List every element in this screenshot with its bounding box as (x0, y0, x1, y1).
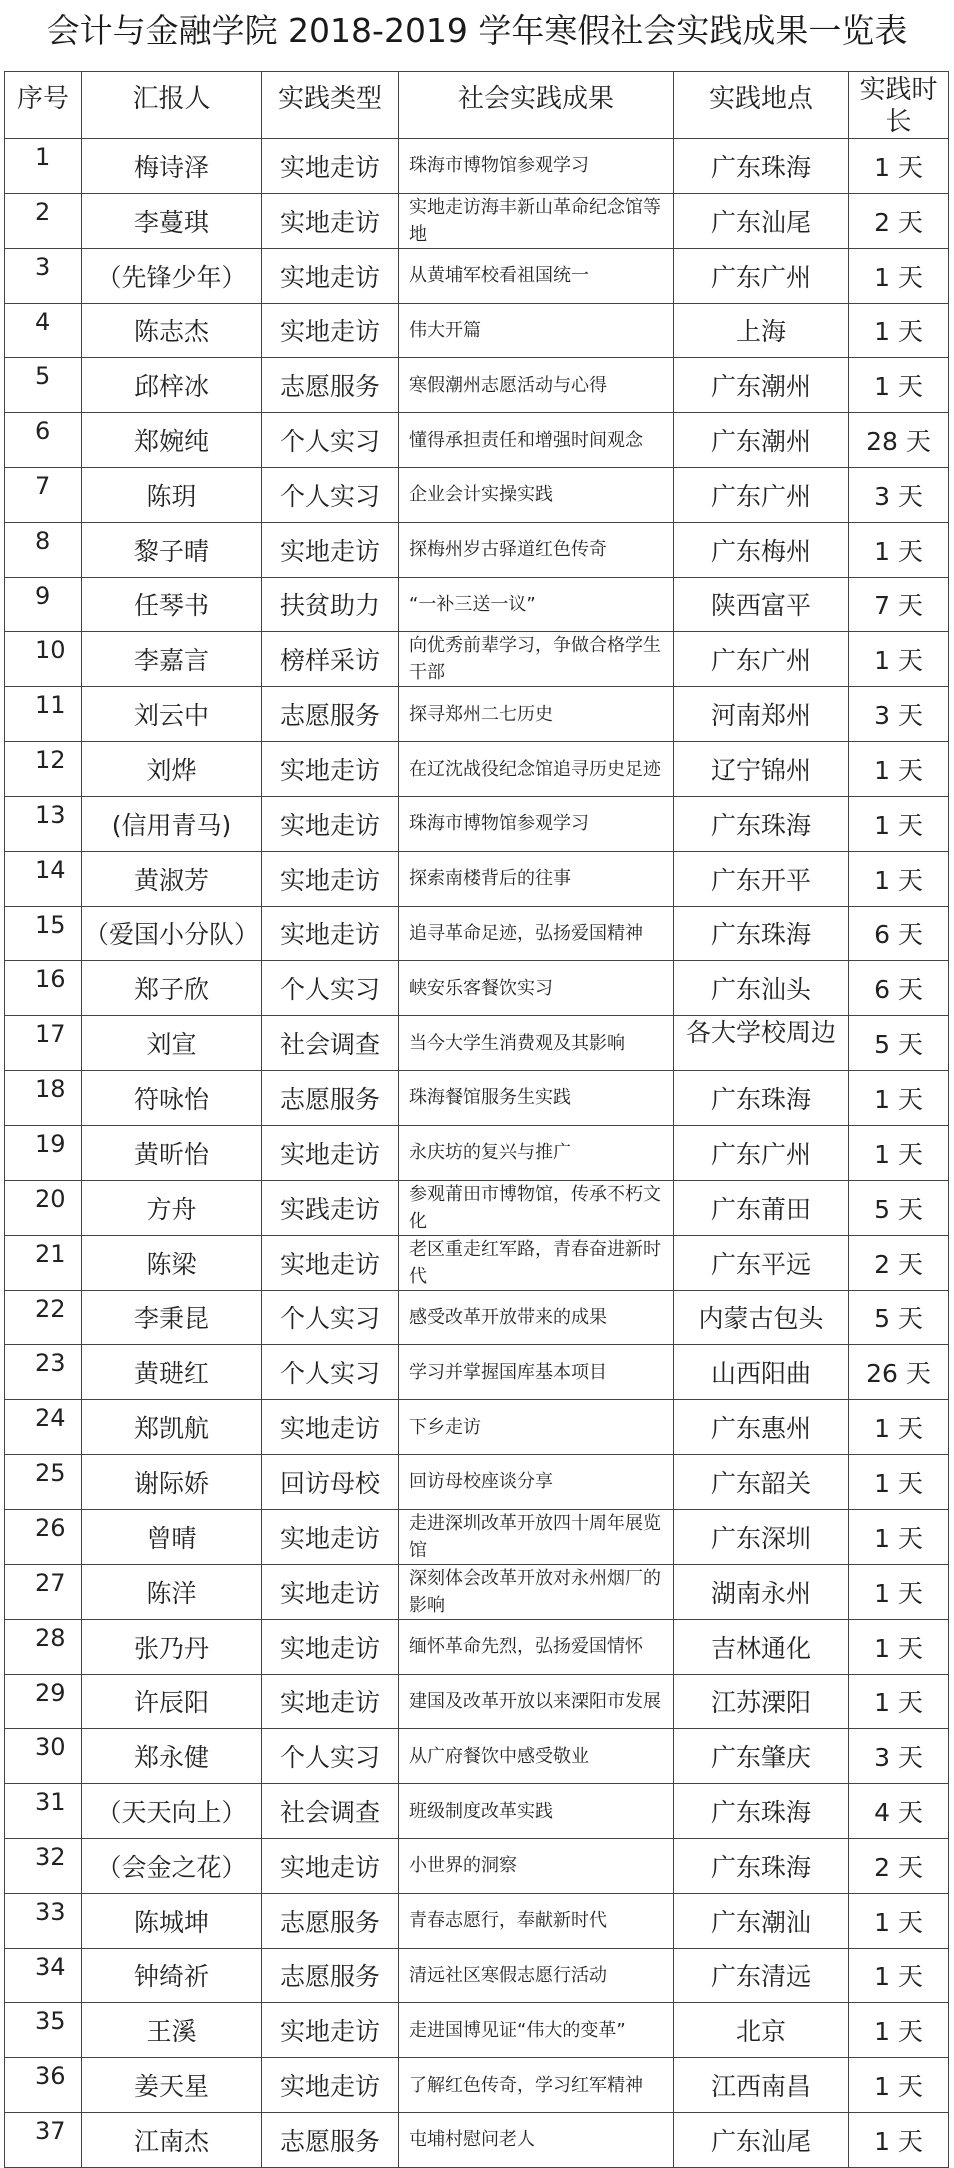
practice-result-cell: 清远社区寒假志愿行活动 (399, 1948, 674, 2003)
practice-location-cell: 广东惠州 (674, 1400, 849, 1455)
practice-location-cell: 广东汕尾 (674, 193, 849, 248)
practice-result-cell: 永庆坊的复兴与推广 (399, 1125, 674, 1180)
serial-number-cell: 25 (5, 1454, 82, 1509)
practice-result-cell: 珠海市博物馆参观学习 (399, 796, 674, 851)
practice-duration-cell: 28 天 (849, 413, 949, 468)
practice-type-cell: 实地走访 (262, 1838, 399, 1893)
practice-type-cell: 实地走访 (262, 139, 399, 194)
practice-location-cell: 广东广州 (674, 467, 849, 522)
serial-number-cell: 22 (5, 1290, 82, 1345)
practice-type-cell: 实地走访 (262, 2003, 399, 2058)
serial-number-cell: 28 (5, 1619, 82, 1674)
practice-location-cell: 广东潮州 (674, 413, 849, 468)
serial-number-cell: 15 (5, 906, 82, 961)
practice-type-cell: 实地走访 (262, 1619, 399, 1674)
table-row (5, 303, 949, 358)
practice-result-cell: 追寻革命足迹，弘扬爱国精神 (399, 906, 674, 961)
reporter-cell: 江南杰 (82, 2112, 262, 2167)
practice-location-cell: 广东莆田 (674, 1180, 849, 1235)
practice-result-cell: 缅怀革命先烈，弘扬爱国情怀 (399, 1619, 674, 1674)
serial-number-cell: 29 (5, 1674, 82, 1729)
reporter-cell: （会金之花） (82, 1838, 262, 1893)
practice-result-cell: 青春志愿行，奉献新时代 (399, 1893, 674, 1948)
practice-type-cell: 实地走访 (262, 1674, 399, 1729)
table-body (5, 139, 949, 2168)
practice-type-cell: 个人实习 (262, 1290, 399, 1345)
practice-type-cell: 志愿服务 (262, 358, 399, 413)
serial-number-cell: 3 (5, 248, 82, 303)
practice-type-cell: 实地走访 (262, 1400, 399, 1455)
serial-number-cell: 1 (5, 139, 82, 194)
table-row (5, 2058, 949, 2113)
table-row (5, 1345, 949, 1400)
table-row (5, 796, 949, 851)
table-row (5, 1125, 949, 1180)
serial-number-cell: 16 (5, 961, 82, 1016)
practice-location-cell: 广东珠海 (674, 1838, 849, 1893)
reporter-cell: 刘烨 (82, 742, 262, 797)
serial-number-cell: 34 (5, 1948, 82, 2003)
header-practice-duration: 实践时长 (849, 72, 949, 139)
practice-type-cell: 志愿服务 (262, 1948, 399, 2003)
practice-duration-cell: 2 天 (849, 193, 949, 248)
practice-results-table (4, 71, 949, 2168)
practice-location-cell: 广东珠海 (674, 139, 849, 194)
serial-number-cell: 11 (5, 687, 82, 742)
reporter-cell: 刘宣 (82, 1016, 262, 1071)
reporter-cell: 陈洋 (82, 1564, 262, 1619)
practice-location-cell: 广东珠海 (674, 796, 849, 851)
practice-type-cell: 个人实习 (262, 413, 399, 468)
practice-duration-cell: 3 天 (849, 1729, 949, 1784)
table-row (5, 522, 949, 577)
table-row (5, 577, 949, 632)
practice-result-cell: 懂得承担责任和增强时间观念 (399, 413, 674, 468)
practice-location-cell: 广东广州 (674, 1125, 849, 1180)
practice-result-cell: 屯埔村慰问老人 (399, 2112, 674, 2167)
reporter-cell: 陈玥 (82, 467, 262, 522)
practice-result-cell: 珠海市博物馆参观学习 (399, 139, 674, 194)
serial-number-cell: 5 (5, 358, 82, 413)
practice-location-cell: 广东肇庆 (674, 1729, 849, 1784)
practice-type-cell: 个人实习 (262, 1729, 399, 1784)
practice-result-cell: 感受改革开放带来的成果 (399, 1290, 674, 1345)
practice-duration-cell: 1 天 (849, 1893, 949, 1948)
practice-result-cell: 小世界的洞察 (399, 1838, 674, 1893)
serial-number-cell: 4 (5, 303, 82, 358)
practice-duration-cell: 1 天 (849, 632, 949, 687)
practice-duration-cell: 3 天 (849, 687, 949, 742)
practice-result-cell: 从黄埔军校看祖国统一 (399, 248, 674, 303)
practice-result-cell: 伟大开篇 (399, 303, 674, 358)
practice-location-cell: 江苏溧阳 (674, 1674, 849, 1729)
practice-duration-cell: 7 天 (849, 577, 949, 632)
serial-number-cell: 18 (5, 1070, 82, 1125)
practice-duration-cell: 1 天 (849, 796, 949, 851)
table-row (5, 1235, 949, 1290)
serial-number-cell: 31 (5, 1784, 82, 1839)
serial-number-cell: 19 (5, 1125, 82, 1180)
serial-number-cell: 23 (5, 1345, 82, 1400)
reporter-cell: 李秉昆 (82, 1290, 262, 1345)
practice-result-cell: 探梅州岁古驿道红色传奇 (399, 522, 674, 577)
practice-result-cell: 珠海餐馆服务生实践 (399, 1070, 674, 1125)
serial-number-cell: 14 (5, 851, 82, 906)
practice-location-cell: 广东珠海 (674, 1070, 849, 1125)
practice-duration-cell: 6 天 (849, 906, 949, 961)
reporter-cell: 陈城坤 (82, 1893, 262, 1948)
table-row (5, 1564, 949, 1619)
practice-duration-cell: 1 天 (849, 1619, 949, 1674)
practice-result-cell: 老区重走红军路，青春奋进新时代 (399, 1235, 674, 1290)
practice-result-cell: 探寻郑州二七历史 (399, 687, 674, 742)
table-row (5, 1180, 949, 1235)
practice-duration-cell: 1 天 (849, 1948, 949, 2003)
practice-type-cell: 实践走访 (262, 1180, 399, 1235)
practice-location-cell: 广东韶关 (674, 1454, 849, 1509)
serial-number-cell: 20 (5, 1180, 82, 1235)
practice-location-cell: 北京 (674, 2003, 849, 2058)
practice-type-cell: 志愿服务 (262, 687, 399, 742)
table-row (5, 1619, 949, 1674)
practice-duration-cell: 1 天 (849, 1674, 949, 1729)
practice-duration-cell: 5 天 (849, 1180, 949, 1235)
practice-duration-cell: 1 天 (849, 2112, 949, 2167)
serial-number-cell: 8 (5, 522, 82, 577)
practice-duration-cell: 1 天 (849, 139, 949, 194)
practice-location-cell: 广东潮汕 (674, 1893, 849, 1948)
practice-location-cell: 山西阳曲 (674, 1345, 849, 1400)
practice-duration-cell: 1 天 (849, 851, 949, 906)
table-row (5, 851, 949, 906)
serial-number-cell: 33 (5, 1893, 82, 1948)
practice-duration-cell: 1 天 (849, 248, 949, 303)
practice-location-cell: 广东汕头 (674, 961, 849, 1016)
serial-number-cell: 35 (5, 2003, 82, 2058)
table-row (5, 1729, 949, 1784)
table-row (5, 961, 949, 1016)
practice-type-cell: 社会调查 (262, 1784, 399, 1839)
table-header-row (5, 72, 949, 139)
practice-result-cell: 下乡走访 (399, 1400, 674, 1455)
practice-type-cell: 榜样采访 (262, 632, 399, 687)
table-row (5, 2003, 949, 2058)
serial-number-cell: 37 (5, 2112, 82, 2167)
serial-number-cell: 30 (5, 1729, 82, 1784)
reporter-cell: 姜天星 (82, 2058, 262, 2113)
practice-type-cell: 实地走访 (262, 193, 399, 248)
table-row (5, 1290, 949, 1345)
practice-type-cell: 实地走访 (262, 303, 399, 358)
serial-number-cell: 9 (5, 577, 82, 632)
practice-location-cell: 广东珠海 (674, 1784, 849, 1839)
practice-result-cell: 走进深圳改革开放四十周年展览馆 (399, 1509, 674, 1564)
practice-location-cell: 广东广州 (674, 248, 849, 303)
practice-location-cell: 辽宁锦州 (674, 742, 849, 797)
practice-type-cell: 个人实习 (262, 467, 399, 522)
practice-type-cell: 实地走访 (262, 1125, 399, 1180)
practice-result-cell: 从广府餐饮中感受敬业 (399, 1729, 674, 1784)
practice-duration-cell: 5 天 (849, 1290, 949, 1345)
practice-result-cell: 回访母校座谈分享 (399, 1454, 674, 1509)
reporter-cell: 李蔓琪 (82, 193, 262, 248)
practice-duration-cell: 2 天 (849, 1838, 949, 1893)
practice-type-cell: 实地走访 (262, 742, 399, 797)
reporter-cell: 任琴书 (82, 577, 262, 632)
serial-number-cell: 26 (5, 1509, 82, 1564)
practice-result-cell: “一补三送一议” (399, 577, 674, 632)
practice-result-cell: 向优秀前辈学习，争做合格学生干部 (399, 632, 674, 687)
practice-duration-cell: 26 天 (849, 1345, 949, 1400)
header-serial-number: 序号 (5, 72, 82, 139)
practice-type-cell: 实地走访 (262, 796, 399, 851)
practice-duration-cell: 1 天 (849, 1125, 949, 1180)
practice-location-cell: 各大学校周边 (674, 1016, 849, 1071)
practice-duration-cell: 2 天 (849, 1235, 949, 1290)
table-row (5, 1070, 949, 1125)
practice-location-cell: 广东珠海 (674, 906, 849, 961)
practice-duration-cell: 1 天 (849, 303, 949, 358)
reporter-cell: （先锋少年） (82, 248, 262, 303)
practice-result-cell: 班级制度改革实践 (399, 1784, 674, 1839)
table-row (5, 413, 949, 468)
page-title: 会计与金融学院 2018-2019 学年寒假社会实践成果一览表 (46, 11, 908, 50)
practice-duration-cell: 6 天 (849, 961, 949, 1016)
practice-duration-cell: 4 天 (849, 1784, 949, 1839)
practice-result-cell: 在辽沈战役纪念馆追寻历史足迹 (399, 742, 674, 797)
table-row (5, 906, 949, 961)
practice-location-cell: 广东汕尾 (674, 2112, 849, 2167)
practice-type-cell: 实地走访 (262, 851, 399, 906)
serial-number-cell: 7 (5, 467, 82, 522)
reporter-cell: 谢际娇 (82, 1454, 262, 1509)
table-row (5, 358, 949, 413)
practice-duration-cell: 1 天 (849, 1509, 949, 1564)
practice-duration-cell: 1 天 (849, 1564, 949, 1619)
table-row (5, 1016, 949, 1071)
practice-duration-cell: 1 天 (849, 522, 949, 577)
practice-type-cell: 实地走访 (262, 906, 399, 961)
table-row (5, 2112, 949, 2167)
reporter-cell: 刘云中 (82, 687, 262, 742)
practice-location-cell: 广东潮州 (674, 358, 849, 413)
practice-location-cell: 河南郑州 (674, 687, 849, 742)
serial-number-cell: 13 (5, 796, 82, 851)
serial-number-cell: 21 (5, 1235, 82, 1290)
practice-location-cell: 陕西富平 (674, 577, 849, 632)
reporter-cell: 李嘉言 (82, 632, 262, 687)
practice-duration-cell: 1 天 (849, 2058, 949, 2113)
practice-result-cell: 探索南楼背后的往事 (399, 851, 674, 906)
table-row (5, 742, 949, 797)
reporter-cell: 张乃丹 (82, 1619, 262, 1674)
serial-number-cell: 2 (5, 193, 82, 248)
reporter-cell: 曾晴 (82, 1509, 262, 1564)
table-row (5, 1674, 949, 1729)
header-practice-result: 社会实践成果 (399, 72, 674, 139)
reporter-cell: 黄淑芳 (82, 851, 262, 906)
practice-result-cell: 建国及改革开放以来溧阳市发展 (399, 1674, 674, 1729)
reporter-cell: 黎子晴 (82, 522, 262, 577)
table-row (5, 1784, 949, 1839)
practice-type-cell: 个人实习 (262, 1345, 399, 1400)
table-row (5, 1893, 949, 1948)
practice-location-cell: 上海 (674, 303, 849, 358)
practice-type-cell: 志愿服务 (262, 1070, 399, 1125)
practice-result-cell: 企业会计实操实践 (399, 467, 674, 522)
practice-location-cell: 广东梅州 (674, 522, 849, 577)
practice-result-cell: 深刻体会改革开放对永州烟厂的影响 (399, 1564, 674, 1619)
practice-location-cell: 广东清远 (674, 1948, 849, 2003)
practice-location-cell: 广东广州 (674, 632, 849, 687)
practice-type-cell: 实地走访 (262, 522, 399, 577)
reporter-cell: 黄昕怡 (82, 1125, 262, 1180)
practice-type-cell: 实地走访 (262, 1235, 399, 1290)
reporter-cell: 郑永健 (82, 1729, 262, 1784)
table-row (5, 1509, 949, 1564)
practice-result-cell: 峡安乐客餐饮实习 (399, 961, 674, 1016)
practice-type-cell: 实地走访 (262, 1564, 399, 1619)
practice-result-cell: 学习并掌握国库基本项目 (399, 1345, 674, 1400)
reporter-cell: 郑婉纯 (82, 413, 262, 468)
practice-result-cell: 寒假潮州志愿活动与心得 (399, 358, 674, 413)
serial-number-cell: 12 (5, 742, 82, 797)
table-row (5, 248, 949, 303)
serial-number-cell: 10 (5, 632, 82, 687)
practice-result-cell: 参观莆田市博物馆，传承不朽文化 (399, 1180, 674, 1235)
practice-duration-cell: 1 天 (849, 358, 949, 413)
practice-result-cell: 实地走访海丰新山革命纪念馆等地 (399, 193, 674, 248)
table-row (5, 1400, 949, 1455)
reporter-cell: 郑子欣 (82, 961, 262, 1016)
reporter-cell: 陈志杰 (82, 303, 262, 358)
reporter-cell: 郑凯航 (82, 1400, 262, 1455)
practice-type-cell: 实地走访 (262, 248, 399, 303)
practice-result-cell: 走进国博见证“伟大的变革” (399, 2003, 674, 2058)
reporter-cell: 符咏怡 (82, 1070, 262, 1125)
serial-number-cell: 32 (5, 1838, 82, 1893)
practice-duration-cell: 1 天 (849, 742, 949, 797)
practice-location-cell: 广东深圳 (674, 1509, 849, 1564)
table-row (5, 467, 949, 522)
practice-location-cell: 广东平远 (674, 1235, 849, 1290)
practice-location-cell: 吉林通化 (674, 1619, 849, 1674)
reporter-cell: 方舟 (82, 1180, 262, 1235)
practice-type-cell: 个人实习 (262, 961, 399, 1016)
practice-result-cell: 了解红色传奇，学习红军精神 (399, 2058, 674, 2113)
table-row (5, 139, 949, 194)
table-row (5, 1948, 949, 2003)
reporter-cell: 黄琎红 (82, 1345, 262, 1400)
reporter-cell: 许辰阳 (82, 1674, 262, 1729)
table-row (5, 1454, 949, 1509)
practice-type-cell: 回访母校 (262, 1454, 399, 1509)
practice-location-cell: 广东开平 (674, 851, 849, 906)
header-practice-location: 实践地点 (674, 72, 849, 139)
reporter-cell: （爱国小分队） (82, 906, 262, 961)
practice-location-cell: 内蒙古包头 (674, 1290, 849, 1345)
reporter-cell: 王溪 (82, 2003, 262, 2058)
table-row (5, 632, 949, 687)
practice-type-cell: 扶贫助力 (262, 577, 399, 632)
practice-type-cell: 实地走访 (262, 1509, 399, 1564)
practice-type-cell: 志愿服务 (262, 2112, 399, 2167)
table-row (5, 687, 949, 742)
header-reporter: 汇报人 (82, 72, 262, 139)
reporter-cell: 钟绮祈 (82, 1948, 262, 2003)
reporter-cell: 邱梓冰 (82, 358, 262, 413)
reporter-cell: (信用青马) (82, 796, 262, 851)
table-row (5, 1838, 949, 1893)
practice-duration-cell: 5 天 (849, 1016, 949, 1071)
reporter-cell: （天天向上） (82, 1784, 262, 1839)
table-row (5, 193, 949, 248)
practice-duration-cell: 1 天 (849, 1454, 949, 1509)
header-practice-type: 实践类型 (262, 72, 399, 139)
practice-type-cell: 实地走访 (262, 2058, 399, 2113)
practice-duration-cell: 1 天 (849, 2003, 949, 2058)
practice-type-cell: 社会调查 (262, 1016, 399, 1071)
practice-duration-cell: 1 天 (849, 1400, 949, 1455)
practice-result-cell: 当今大学生消费观及其影响 (399, 1016, 674, 1071)
reporter-cell: 梅诗泽 (82, 139, 262, 194)
serial-number-cell: 6 (5, 413, 82, 468)
practice-location-cell: 江西南昌 (674, 2058, 849, 2113)
practice-duration-cell: 1 天 (849, 1070, 949, 1125)
reporter-cell: 陈梁 (82, 1235, 262, 1290)
serial-number-cell: 17 (5, 1016, 82, 1071)
serial-number-cell: 24 (5, 1400, 82, 1455)
serial-number-cell: 27 (5, 1564, 82, 1619)
practice-type-cell: 志愿服务 (262, 1893, 399, 1948)
practice-location-cell: 湖南永州 (674, 1564, 849, 1619)
serial-number-cell: 36 (5, 2058, 82, 2113)
practice-duration-cell: 3 天 (849, 467, 949, 522)
